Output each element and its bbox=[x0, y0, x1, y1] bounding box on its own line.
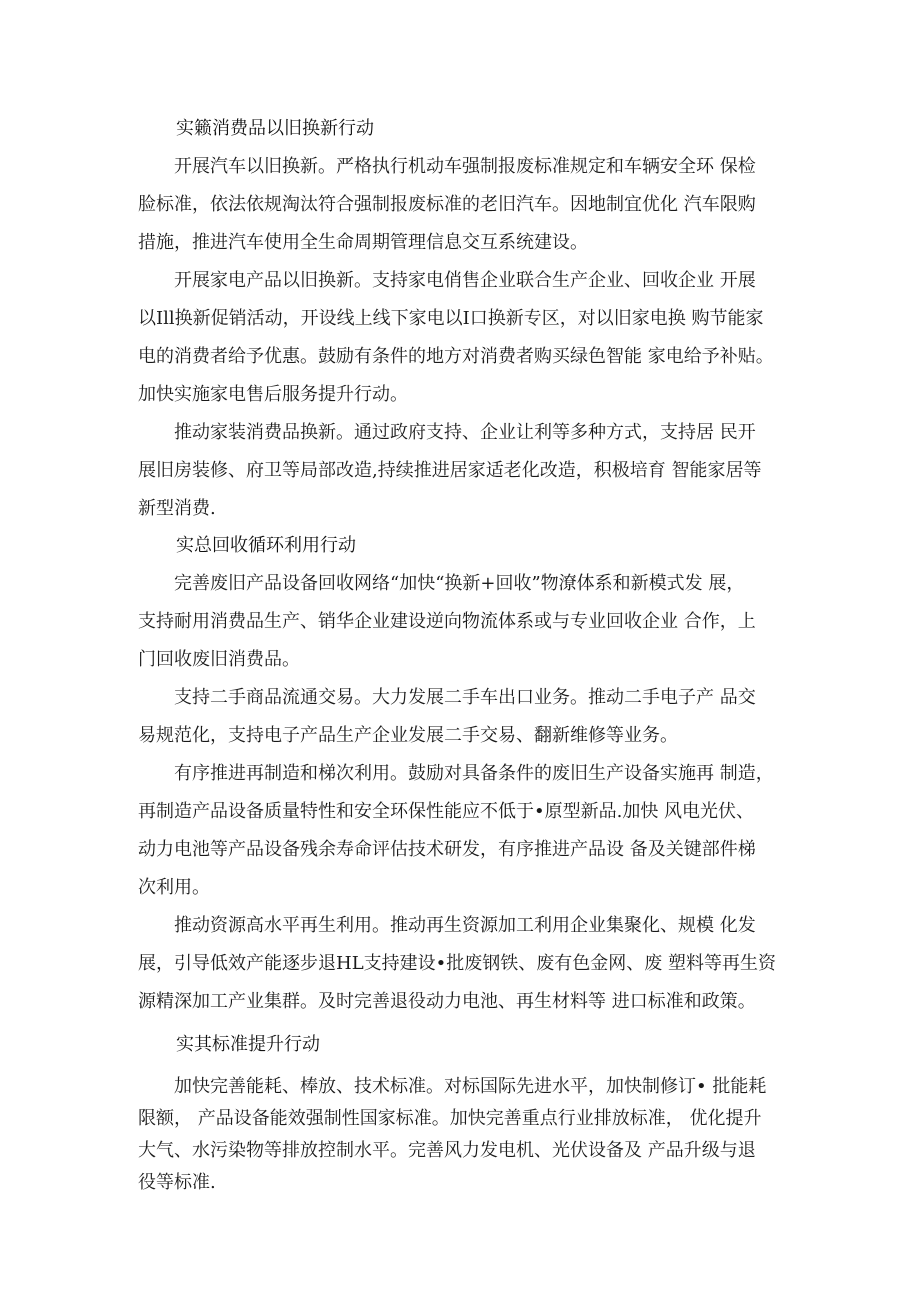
text-line: 加快实施家电售后服务提升行动。 bbox=[138, 384, 408, 405]
text-line: 再制造产品设备质量特性和安全环保性能应不低于•原型新品.加快 风电光伏、 bbox=[138, 801, 755, 822]
text-line: 开展汽车以旧换新。严格执行机动车强制报废标准规定和车辆安全环 保检 bbox=[174, 156, 756, 177]
text-line: 大气、水污染物等排放控制水平。完善风力发电机、光伏设备及 产品升级与退 bbox=[138, 1140, 756, 1161]
text-line: 有序推进再制造和梯次利用。鼓励对具备条件的废旧生产设备实施再 制造， bbox=[174, 763, 774, 784]
section-heading-recycling: 实总回收循环利用行动 bbox=[176, 535, 356, 556]
text-line: 支持二手商品流通交易。大力发展二手车出口业务。推动二手电子产 品交 bbox=[174, 687, 756, 708]
text-line: 脸标准，依法依规淘汰符合强制报废标准的老旧汽车。因地制宜优化 汽车限购 bbox=[138, 194, 756, 215]
paragraph-home-renovation bbox=[138, 414, 788, 528]
text-line: 新型消费. bbox=[138, 498, 216, 519]
text-line: 推动家装消费品换新。通过政府支持、企业让利等多种方式，支持居 民开 bbox=[174, 422, 756, 443]
text-line: 完善废旧产品设备回收网络“加快“换新+回收”物潦体系和新模式发 展， bbox=[174, 573, 745, 594]
text-line: 展，引导低效产能逐步退HL支持建设•批废钢铁、废有色金网、废 塑料等再生资 bbox=[138, 953, 776, 974]
text-line: 展旧房装修、府卫等局部改造,持续推进居家适老化改造，积极培育 智能家居等 bbox=[138, 460, 762, 481]
paragraph-appliance-trade-in bbox=[138, 262, 788, 414]
text-line: 役等标准. bbox=[138, 1172, 216, 1193]
text-line: 源精深加工产业集群。及时完善退役动力电池、再生材料等 进口标准和政策。 bbox=[138, 991, 756, 1012]
paragraph-resource-recycling bbox=[138, 907, 788, 1021]
paragraph-remanufacturing bbox=[138, 755, 788, 907]
text-line: 动力电池等产品设备残余寿命评估技术研发，有序推进产品设 备及关键部件梯 bbox=[138, 839, 756, 860]
section-heading-trade-in: 实籁消费品以旧换新行动 bbox=[176, 118, 374, 139]
text-line: 开展家电产品以旧换新。支持家电俏售企业联合生产企业、回收企业 开展 bbox=[174, 270, 756, 291]
text-line: 次利用。 bbox=[138, 877, 210, 898]
text-line: 电的消费者给予优惠。鼓励有条件的地方对消费者购买绿色智能 家电给予补贴。 bbox=[138, 346, 774, 367]
text-line: 推动资源高水平再生利用。推动再生资源加工利用企业集聚化、规模 化发 bbox=[174, 915, 756, 936]
paragraph-recycling-network bbox=[138, 565, 788, 679]
paragraph-standards-improvement bbox=[138, 1071, 788, 1199]
text-line: 门回收废旧消费品。 bbox=[138, 649, 300, 670]
paragraph-auto-trade-in bbox=[138, 148, 788, 262]
text-line: 限额， 产品设备能效强制性国家标准。加快完善重点行业排放标准， 优化提升 bbox=[138, 1108, 762, 1129]
text-line: 以Ill换新促销活动，开设线上线下家电以I口换新专区，对以旧家电换 购节能家 bbox=[138, 308, 764, 329]
section-heading-standards: 实其标准提升行动 bbox=[176, 1034, 320, 1055]
text-line: 措施，推进汽车使用全生命周期管理信息交互系统建设。 bbox=[138, 232, 588, 253]
text-line: 易规范化，支持电子产品生产企业发展二手交易、翻新维修等业务。 bbox=[138, 725, 678, 746]
text-line: 支持耐用消费品生产、销华企业建设逆向物流体系或与专业回收企业 合作，上 bbox=[138, 611, 756, 632]
text-line: 加快完善能耗、棒放、技术标准。对标国际先进水平，加快制修订• 批能耗 bbox=[174, 1076, 767, 1097]
paragraph-second-hand-trade bbox=[138, 679, 788, 755]
